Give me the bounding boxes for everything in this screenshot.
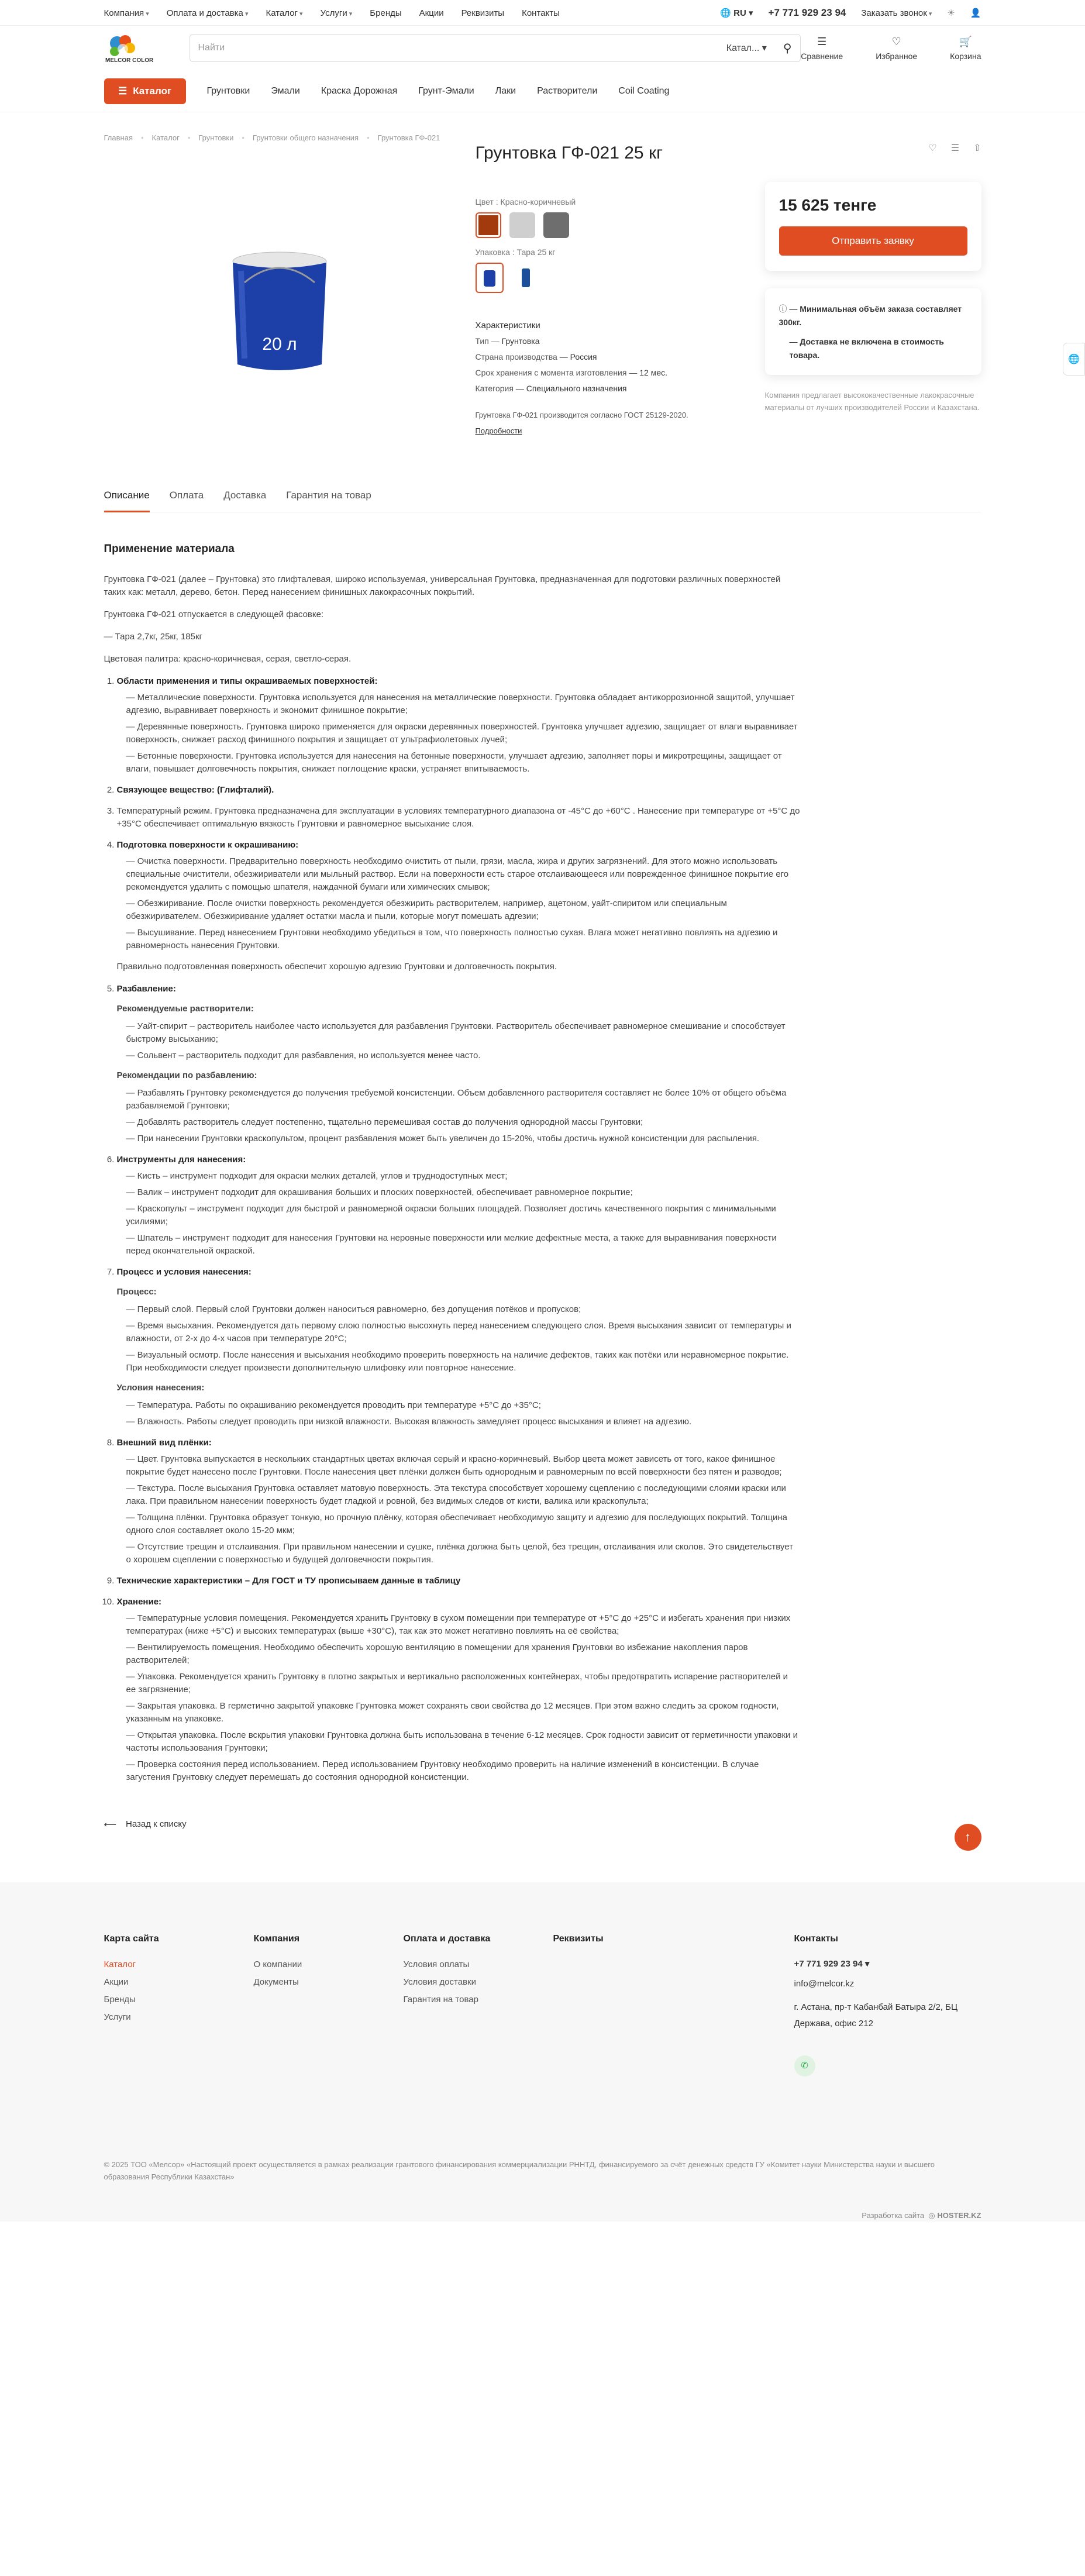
top-phone[interactable]: +7 771 929 23 94 <box>768 7 846 18</box>
footer-company-title: Компания <box>253 1934 300 1944</box>
catalog-button[interactable]: ☰ Каталог <box>104 78 186 104</box>
logo[interactable] <box>104 32 154 64</box>
characteristics: Характеристики Тип — Грунтовка Страна производства — Россия Срок хранения с момента изготовления — 12 мес. Категория — Специального назначения <box>476 318 768 397</box>
char-shelf-life: Срок хранения с момента изготовления — 12 мес. <box>475 368 667 377</box>
order-notes <box>765 288 981 375</box>
breadcrumb-home[interactable]: Главная <box>104 133 133 142</box>
request-button[interactable]: Отправить заявку <box>779 226 967 256</box>
compare-icon[interactable]: ☰ <box>950 143 960 153</box>
footer-address: г. Астана, пр-т Кабанбай Батыра 2/2, БЦ Держава, офис 212 <box>794 2002 958 2029</box>
globe-icon: 🌐 <box>1068 354 1080 364</box>
theme-toggle-icon[interactable]: ☀ <box>947 8 955 18</box>
tab-payment[interactable]: Оплата <box>169 490 204 501</box>
top-link-services[interactable]: Услуги ▾ <box>321 8 353 18</box>
top-link-contacts[interactable]: Контакты <box>522 8 560 18</box>
swatch-grey[interactable] <box>543 212 569 238</box>
section-1: 1. Области применения и типы окрашиваемых поверхностей: — Металлические поверхности. Грунтовка используется для нанесения на металлические поверхности. Грунтовка обладает антикоррозионной защитой, улучшает адгезию, выравнивает поверхность и экономит финишное покрытие; — Деревянные поверхность. Грунтовка широко применяется для окраски деревянных поверхностей. Грунтовка улучшает адгезию, защищает от влаги выравнивает поверхность, снижает расход финишного покрытия и защищает от ультрафиолетовых лучей; — Бетонные поверхности. Грунтовка используется для нанесения на бетонные поверхности, улучшает адгезию, заполняет поры и микротрещины, защищает от влаги, повышает долговечность покрытия, снижает поглощение краски, устраняет впитываемость. <box>117 675 800 776</box>
footer-phone[interactable]: +7 771 929 23 94 ▾ <box>794 1959 870 1969</box>
footer-email[interactable]: info@melcor.kz <box>794 1979 855 1989</box>
top-link-payment[interactable]: Оплата и доставка ▾ <box>167 8 249 18</box>
top-link-brands[interactable]: Бренды <box>370 8 402 18</box>
globe-icon: 🌐 <box>720 8 731 18</box>
language-select[interactable]: 🌐 RU ▾ <box>720 8 753 18</box>
floating-language-button[interactable] <box>1063 343 1085 376</box>
compare-button[interactable]: ☰ Сравнение <box>801 35 843 61</box>
footer-link-brands[interactable]: Бренды <box>104 1995 136 2005</box>
section-9: 9. Технические характеристики – Для ГОСТ и ТУ прописываем данные в таблицу <box>117 1575 800 1587</box>
nav-item-varnishes[interactable]: Лаки <box>495 86 516 96</box>
top-nav <box>104 8 560 18</box>
menu-icon: ☰ <box>118 85 128 97</box>
search-scope-select[interactable]: Катал... ▾ <box>726 43 767 53</box>
product-section <box>104 143 981 464</box>
pack-25kg[interactable] <box>476 263 504 293</box>
swatch-red-brown[interactable] <box>476 212 501 238</box>
footer-link-catalog[interactable]: Каталог <box>104 1959 136 1969</box>
section-8: 8. Внешний вид плёнки: — Цвет. Грунтовка выпускается в нескольких стандартных цветах включая серый и красно-коричневый. Выбор цвета может зависеть от того, какое финишное покрытие будет нанесено после Грунтовки. После нанесения цвет плёнки должен быть однородным и равномерным по всей поверхности без пятен и разводов; — Текстура. После высыхания Грунтовка оставляет матовую поверхность. Эта текстура способствует хорошему сцеплению с последующими слоями краски или лака. При правильном нанесении поверхность будет гладкой и ровной, без видимых следов от кисти, валика или краскопульта; — Толщина плёнки. Грунтовка образует тонкую, но прочную плёнку, которая обеспечивает необходимую защиту и адгезию для последующих покрытий. Толщина одного слоя составляет около 15-20 мкм; — Отсутствие трещин и отслаивания. При правильном нанесении и сушке, плёнка должна быть целой, без трещин, отслаивания или сколов. Это свидетельствует о хорошем сцеплении с поверхностью и будущей долговечности покрытия. <box>117 1437 800 1566</box>
footer-link-documents[interactable]: Документы <box>253 1977 299 1987</box>
section-2: 2. Связующее вещество: (Глифталий). <box>117 784 800 797</box>
char-country: Страна производства — Россия <box>475 352 597 361</box>
breadcrumb-general-primers[interactable]: Грунтовки общего назначения <box>252 133 359 142</box>
delivery-note: — Доставка не включена в стоимость товара. <box>789 337 944 360</box>
arrow-up-icon: ↑ <box>965 1830 971 1844</box>
profile-icon[interactable]: 👤 <box>970 8 981 18</box>
price: 15 625 тенге <box>779 196 877 214</box>
share-icon[interactable]: ⇧ <box>973 143 981 153</box>
header <box>0 26 1085 70</box>
main-nav <box>0 70 1085 112</box>
product-title: Грунтовка ГФ-021 25 кг <box>475 143 663 163</box>
nav-item-road-paint[interactable]: Краска Дорожная <box>321 86 398 96</box>
info-icon: ⓘ <box>779 304 787 314</box>
color-label: Цвет : Красно-коричневый <box>475 197 576 206</box>
section-7: 7. Процесс и условия нанесения: Процесс: — Первый слой. Первый слой Грунтовки должен наноситься равномерно, без допущения потёков и пропусков; — Время высыхания. Рекомендуется дать первому слою полностью высохнуть перед нанесением следующего слоя. Время высыхания зависит от температуры и влажности, от 2-х до 4-х часов при температуре 20°C; — Визуальный осмотр. После нанесения и высыхания необходимо проверить поверхность на наличие дефектов, таких как потёки или неравномерное покрытие. При необходимости следует произвести дополнительную шлифовку или повторное нанесение. Условия нанесения: — Температура. Работы по окрашиванию рекомендуется проводить при температуре +5°C до +35°C; — Влажность. Работы следует проводить при низкой влажности. Высокая влажность замедляет процесс высыхания и влияет на адгезию. <box>117 1266 800 1428</box>
footer-link-payment[interactable]: Условия оплаты <box>403 1959 470 1969</box>
gost-text: Грунтовка ГФ-021 производится согласно ГОСТ 25129-2020. <box>475 411 688 419</box>
tab-warranty[interactable]: Гарантия на товар <box>286 490 371 501</box>
nav-item-coil-coating[interactable]: Coil Coating <box>618 86 670 96</box>
footer-link-about[interactable]: О компании <box>253 1959 302 1969</box>
cart-icon: 🛒 <box>959 35 973 47</box>
footer-link-sales[interactable]: Акции <box>104 1977 129 1987</box>
footer-contacts-title: Контакты <box>794 1934 838 1944</box>
pack-label: Упаковка : Тара 25 кг <box>475 247 556 257</box>
back-link[interactable]: ⟵ Назад к списку <box>104 1819 187 1830</box>
footer-link-delivery[interactable]: Условия доставки <box>403 1977 476 1987</box>
breadcrumb-primers[interactable]: Грунтовки <box>198 133 234 142</box>
breadcrumb-catalog[interactable]: Каталог <box>151 133 180 142</box>
tab-delivery[interactable]: Доставка <box>223 490 267 501</box>
section-3: 3. Температурный режим. Грунтовка предназначена для эксплуатации в условиях температурного диапазона от -45°C до +60°C . Нанесение при температуре от +5°C до +35°C обеспечивает оптимальную вязкость Грунтовки и равномерное высыхание слоя. <box>117 805 800 831</box>
description: Применение материала Грунтовка ГФ-021 (далее – Грунтовка) это глифталевая, широко используемая, универсальная Грунтовка, предназначенная для подготовки различных поверхностей таких как: металл, дерево, бетон. Перед нанесением финишных лакокрасочных покрытий. Грунтовка ГФ-021 отпускается в следующей фасовке: — Тара 2,7кг, 25кг, 185кг Цветовая палитра: красно-коричневая, серая, светло-серая. 1. Области применения и типы окрашиваемых поверхностей: — Металлические поверхности. Грунтовка используется для нанесения на металлические поверхности. Грунтовка обладает антикоррозионной защитой, улучшает адгезию, выравнивает поверхность и экономит финишное покрытие; — Деревянные поверхность. Грунтовка широко применяется для окраски деревянных поверхностей. Грунтовка улучшает адгезию, защищает от влаги выравнивает поверхность, снижает расход финишного покрытия и защищает от ультрафиолетовых лучей; — Бетонные поверхности. Грунтовка используется для нанесения на бетонные поверхности, улучшает адгезию, заполняет поры и микротрещины, защищает от влаги, повышает долговечность покрытия, снижает поглощение краски, устраняет впитываемость. 2. Связующее вещество: (Глифталий). 3. Температурный режим. Грунтовка предназначена для эксплуатации в условиях температурного диапазона от -45°C до +60°C . Нанесение при температуре от +5°C до +35°C обеспечивает оптимальную вязкость Грунтовки и равномерное высыхание слоя. 4. Подготовка поверхности к окрашиванию: — Очистка поверхности. Предварительно поверхность необходимо очистить от пыли, грязи, масла, жира и других загрязнений. Для этого можно использовать специальные очистители, обезжириватели или мыльный раствор. Если на поверхности есть старое отслаивающееся или поврежденное финишное покрытие его рекомендуется удалить с помощью шпателя, наждачной бумаги или химических смывок; — Обезжиривание. После очистки поверхность рекомендуется обезжирить растворителем, например, ацетоном, уайт-спиритом или специальным обезжиривателем. Обезжиривание удаляет остатки масла и пыли, которые могут помешать адгезии; — Высушивание. Перед нанесением Грунтовки необходимо убедиться в том, что поверхность полностью сухая. Влага может негативно повлиять на адгезию и равномерность нанесения Грунтовки. Правильно подготовленная поверхность обеспечит хорошую адгезию Грунтовки и долговечность покрытия. 5. Разбавление: Рекомендуемые растворители: — Уайт-спирит – растворитель наиболее часто используется для разбавления Грунтовки. Растворитель обеспечивает равномерное смешивание и способствует быстрому высыханию; — Сольвент – растворитель подходит для разбавления, но используется менее часто. Рекомендации по разбавлению: — Разбавлять Грунтовку рекомендуется до получения требуемой консистенции. Объем добавленного растворителя составляет не более 10% от общего объёма разбавляемой Грунтовки; — Добавлять растворитель следует постепенно, тщательно перемешивая состав до получения однородной массы Грунтовки; — При нанесении Грунтовки краскопультом, процент разбавления может быть увеличен до 15-20%, чтобы достичь нужной консистенции для распыления. 6. Инструменты для нанесения: — Кисть – инструмент подходит для окраски мелких деталей, углов и труднодоступных мест; — Валик – инструмент подходит для окрашивания больших и плоских поверхностей, обеспечивает равномерное покрытие; — Краскопульт – инструмент подходит для быстрой и равномерной окраски больших площадей. Позволяет достичь качественного покрытия с минимальными усилиями; — Шпатель – инструмент подходит для нанесения Грунтовки на неровные поверхности или мелкие дефектные места, а также для выравнивания поверхности перед окончательной окраской. 7. Процесс и условия нанесения: Процесс: — Первый слой. Первый слой Грунтовки должен наноситься равномерно, без допущения потёков и пропусков; — Время высыхания. Рекомендуется дать первому слою полностью высохнуть перед нанесением следующего слоя. Время высыхания зависит от температуры и влажности, от 2-х до 4-х часов при температуре 20°C; — Визуальный осмотр. После нанесения и высыхания необходимо проверить поверхность на наличие дефектов, таких как потёки или неравномерное покрытие. При необходимости следует произвести дополнительную шлифовку или повторное нанесение. Условия нанесения: — Температура. Работы по окрашиванию рекомендуется проводить при температуре +5°C до +35°C; — Влажность. Работы следует проводить при низкой влажности. Высокая влажность замедляет процесс высыхания и влияет на адгезию. 8. Внешний вид плёнки: — Цвет. Грунтовка выпускается в нескольких стандартных цветах включая серый и красно-коричневый. Выбор цвета может зависеть от того, какое финишное покрытие будет нанесено после Грунтовки. После нанесения цвет плёнки должен быть однородным и равномерным по всей поверхности без пятен и разводов; — Текстура. После высыхания Грунтовка оставляет матовую поверхность. Эта текстура способствует хорошему сцеплению с последующими слоями краски или лака. При правильном нанесении поверхность будет гладкой и ровной, без видимых следов от кисти, валика или краскопульта; — Толщина плёнки. Грунтовка образует тонкую, но прочную плёнку, которая обеспечивает необходимую защиту и адгезию для последующих покрытий. Толщина одного слоя составляет около 15-20 мкм; — Отсутствие трещин и отслаивания. При правильном нанесении и сушке, плёнка должна быть целой, без трещин, отслаивания или сколов. Это свидетельствует о хорошем сцеплении с поверхностью и будущей долговечности покрытия. 9. Технические характеристики – Для ГОСТ и ТУ прописываем данные в таблицу 10. Хранение: — Температурные условия помещения. Рекомендуется хранить Грунтовку в сухом помещении при температуре от +5°C до +25°C и избегать хранения при низких температурах (ниже +5°C) и высоких температурах (выше +30°C), так как это может негативно повлиять на её свойства; — Вентилируемость помещения. Необходимо обеспечить хорошую вентиляцию в помещении для хранения Грунтовки во избежание накопления паров растворителей; — Упаковка. Рекомендуется хранить Грунтовку в плотно закрытых и вертикально расположенных контейнерах, чтобы предотвратить испарение растворителей и ее загрязнение; — Закрытая упаковка. В герметично закрытой упаковке Грунтовка может сохранять свои свойства до 12 месяцев. При этом важно следить за сроком годности, указанным на упаковке. — Открытая упаковка. После вскрытия упаковки Грунтовка должна быть использована в течение 6-12 месяцев. Срок годности зависит от герметичности упаковки и частоты использования Грунтовки; — Проверка состояния перед использованием. Перед использованием Грунтовку необходимо проверить на наличие изменений в консистенции. В случае загустения Грунтовку следует перемешать до состояния однородной консистенции. <box>104 543 800 1784</box>
top-link-catalog[interactable]: Каталог ▾ <box>266 8 302 18</box>
company-text: Компания предлагает высококачественные лакокрасочные материалы от лучших производителей России и Казахстана. <box>764 391 980 412</box>
copyright: © 2025 ТОО «Мелсор» «Настоящий проект осуществляется в рамках реализации грантового финансирования коммерциализации РННТД, финансируемого за счёт денежных средств ГУ «Комитет науки Министерства науки и высшего образования Республики Казахстан» <box>104 2160 935 2181</box>
svg-text:20 л: 20 л <box>261 335 297 354</box>
description-title: Применение материала <box>104 543 235 555</box>
breadcrumb-current: Грунтовка ГФ-021 <box>377 133 440 142</box>
details-link[interactable]: Подробности <box>475 426 522 435</box>
price-box <box>765 182 981 271</box>
nav-item-primers[interactable]: Грунтовки <box>206 86 250 96</box>
svg-text:MELCOR COLOR: MELCOR COLOR <box>105 57 153 64</box>
top-link-requisites[interactable]: Реквизиты <box>461 8 505 18</box>
search-bar[interactable] <box>190 34 801 62</box>
top-bar <box>0 0 1085 26</box>
nav-item-enamels[interactable]: Эмали <box>271 86 300 96</box>
developer-credit[interactable]: Разработка сайта ◎ HOSTER.KZ <box>862 2211 981 2220</box>
search-icon[interactable]: ⚲ <box>783 42 792 55</box>
scroll-top-button[interactable] <box>955 1824 981 1851</box>
footer-requisites-title[interactable]: Реквизиты <box>553 1934 604 1944</box>
section-5: 5. Разбавление: Рекомендуемые растворители: — Уайт-спирит – растворитель наиболее часто используется для разбавления Грунтовки. Растворитель обеспечивает равномерное смешивание и способствует быстрому высыханию; — Сольвент – растворитель подходит для разбавления, но используется менее часто. Рекомендации по разбавлению: — Разбавлять Грунтовку рекомендуется до получения требуемой консистенции. Объем добавленного растворителя составляет не более 10% от общего объёма разбавляемой Грунтовки; — Добавлять растворитель следует постепенно, тщательно перемешивая состав до получения однородной массы Грунтовки; — При нанесении Грунтовки краскопультом, процент разбавления может быть увеличен до 15-20%, чтобы достичь нужной консистенции для распыления. <box>117 983 800 1145</box>
product-image[interactable] <box>104 160 455 464</box>
search-input[interactable]: Найти <box>198 43 225 53</box>
footer <box>0 1882 1085 2222</box>
char-type: Тип — Грунтовка <box>475 336 540 346</box>
heart-icon: ♡ <box>891 35 901 47</box>
footer-link-services[interactable]: Услуги <box>104 2012 131 2022</box>
section-10: 10. Хранение: — Температурные условия помещения. Рекомендуется хранить Грунтовку в сухом помещении при температуре от +5°C до +25°C и избегать хранения при низких температурах (ниже +5°C) и высоких температурах (выше +30°C), так как это может негативно повлиять на её свойства; — Вентилируемость помещения. Необходимо обеспечить хорошую вентиляцию в помещении для хранения Грунтовки во избежание накопления паров растворителей; — Упаковка. Рекомендуется хранить Грунтовку в плотно закрытых и вертикально расположенных контейнерах, чтобы предотвратить испарение растворителей и ее загрязнение; — Закрытая упаковка. В герметично закрытой упаковке Грунтовка может сохранять свои свойства до 12 месяцев. При этом важно следить за сроком годности, указанным на упаковке. — Открытая упаковка. После вскрытия упаковки Грунтовка должна быть использована в течение 6-12 месяцев. Срок годности зависит от герметичности упаковки и частоты использования Грунтовки; — Проверка состояния перед использованием. Перед использованием Грунтовку необходимо проверить на наличие изменений в консистенции. В случае загустения Грунтовку следует перемешать до состояния однородной консистенции. <box>117 1596 800 1784</box>
hoster-logo-icon: ◎ <box>928 2211 935 2220</box>
compare-icon: ☰ <box>817 35 827 47</box>
section-4: 4. Подготовка поверхности к окрашиванию: — Очистка поверхности. Предварительно поверхность необходимо очистить от пыли, грязи, масла, жира и других загрязнений. Для этого можно использовать специальные очистители, обезжириватели или мыльный раствор. Если на поверхности есть старое отслаивающееся или поврежденное финишное покрытие его рекомендуется удалить с помощью шпателя, наждачной бумаги или химических смывок; — Обезжиривание. После очистки поверхность рекомендуется обезжирить растворителем, например, ацетоном, уайт-спиритом или специальным обезжиривателем. Обезжиривание удаляет остатки масла и пыли, которые могут помешать адгезии; — Высушивание. Перед нанесением Грунтовки необходимо убедиться в том, что поверхность полностью сухая. Влага может негативно повлиять на адгезию и равномерность нанесения Грунтовки. Правильно подготовленная поверхность обеспечит хорошую адгезию Грунтовки и долговечность покрытия. <box>117 839 800 973</box>
footer-sitemap-title: Карта сайта <box>104 1934 159 1944</box>
char-category: Категория — Специального назначения <box>475 384 627 393</box>
top-link-sales[interactable]: Акции <box>419 8 444 18</box>
arrow-left-icon: ⟵ <box>104 1820 117 1830</box>
nav-item-solvents[interactable]: Растворители <box>537 86 598 96</box>
min-order-note: ⓘ — Минимальная объём заказа составляет 300кг. <box>779 304 962 327</box>
footer-link-warranty[interactable]: Гарантия на товар <box>403 1995 478 2005</box>
whatsapp-icon[interactable]: ✆ <box>794 2055 815 2076</box>
product-tabs <box>104 490 981 512</box>
cart-button[interactable]: 🛒 Корзина <box>950 35 981 61</box>
callback-link[interactable]: Заказать звонок ▾ <box>861 8 932 18</box>
section-6: 6. Инструменты для нанесения: — Кисть – инструмент подходит для окраски мелких деталей, углов и труднодоступных мест; — Валик – инструмент подходит для окрашивания больших и плоских поверхностей, обеспечивает равномерное покрытие; — Краскопульт – инструмент подходит для быстрой и равномерной окраски больших площадей. Позволяет достичь качественного покрытия с минимальными усилиями; — Шпатель – инструмент подходит для нанесения Грунтовки на неровные поверхности или мелкие дефектные места, а также для выравнивания поверхности перед окончательной окраской. <box>117 1153 800 1258</box>
pack-other[interactable] <box>512 263 540 293</box>
top-link-company[interactable]: Компания ▾ <box>104 8 149 18</box>
breadcrumb: Главная • Каталог • Грунтовки • Грунтовки общего назначения • Грунтовка ГФ-021 <box>104 133 440 142</box>
tab-description[interactable]: Описание <box>104 490 150 512</box>
favorite-icon[interactable]: ♡ <box>928 143 937 153</box>
footer-payment-title: Оплата и доставка <box>403 1934 491 1944</box>
nav-item-primer-enamels[interactable]: Грунт-Эмали <box>418 86 474 96</box>
swatch-light-grey[interactable] <box>509 212 535 238</box>
favorites-button[interactable]: ♡ Избранное <box>876 35 918 61</box>
